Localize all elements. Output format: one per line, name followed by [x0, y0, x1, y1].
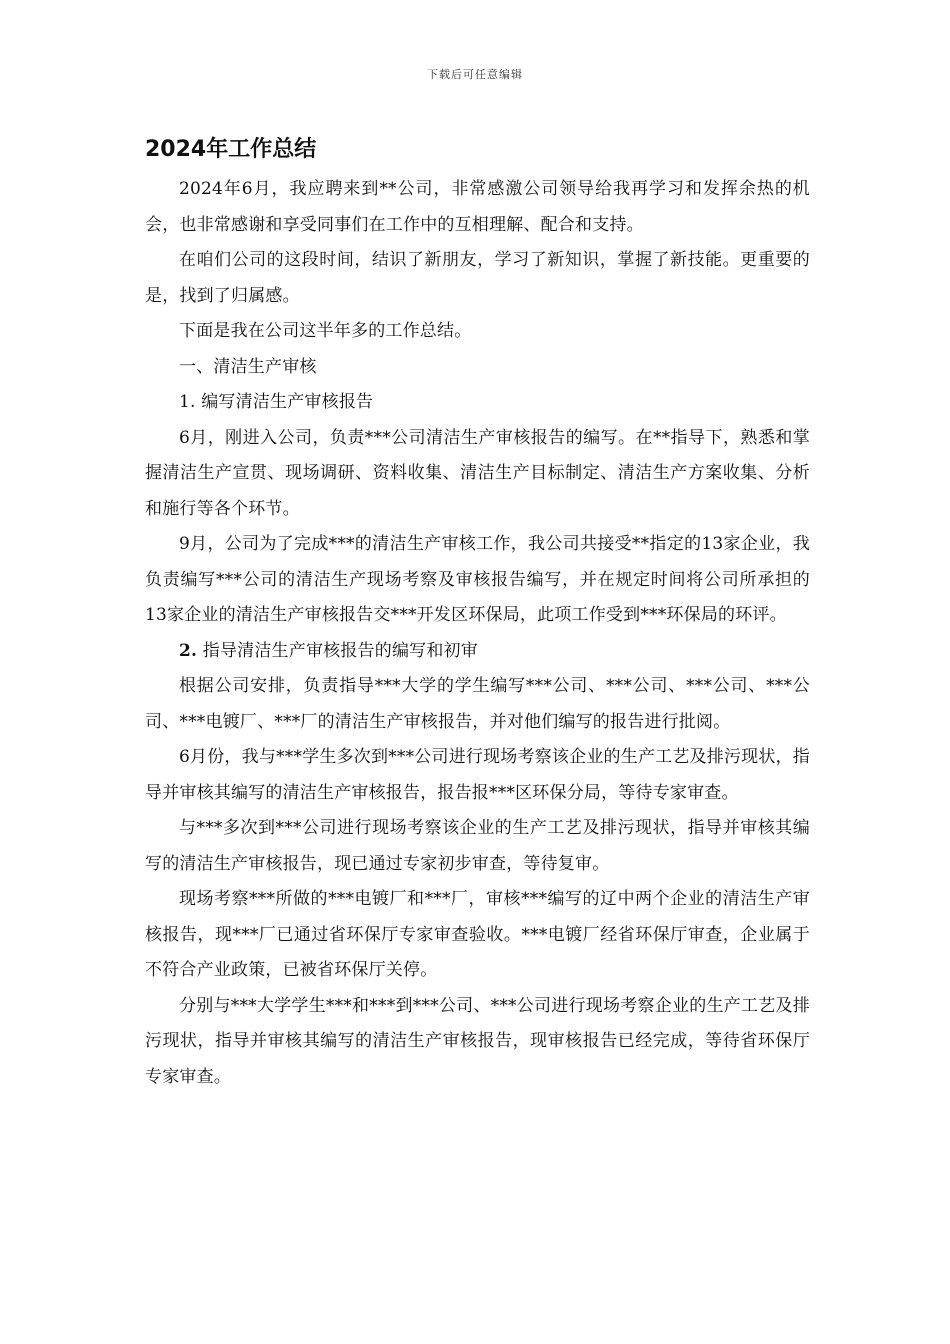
paragraph: 9月，公司为了完成***的清洁生产审核工作，我公司共接受**指定的13家企业，我负责编写***公司的清洁生产现场考察及审核报告编写，并在规定时间将公司所承担的13家企业的清洁生产审核报告交***开发区环保局，此项工作受到***环保局的环评。: [145, 534, 810, 625]
header-note: 下载后可任意编辑: [427, 68, 523, 81]
paragraph: 下面是我在公司这半年多的工作总结。: [179, 321, 472, 341]
paragraph: 在咱们公司的这段时间，结识了新朋友，学习了新知识，掌握了新技能。更重要的是，找到了归属感。: [145, 250, 810, 306]
paragraph: 6月份，我与***学生多次到***公司进行现场考察该企业的生产工艺及排污现状，指导并审核其编写的清洁生产审核报告，报告报***区环保分局，等待专家审查。: [145, 747, 810, 803]
paragraph: 2024年6月，我应聘来到**公司，非常感激公司领导给我再学习和发挥余热的机会，也非常感谢和享受同事们在工作中的互相理解、配合和支持。: [145, 179, 810, 235]
subsection-text: 指导清洁生产审核报告的编写和初审: [197, 640, 478, 661]
subsection-heading: [145, 634, 810, 670]
subsection-number: 2.: [179, 640, 198, 661]
section-heading: 一、清洁生产审核: [179, 356, 317, 377]
paragraph: 6月，刚进入公司，负责***公司清洁生产审核报告的编写。在**指导下，熟悉和掌握清洁生产宣贯、现场调研、资料收集、清洁生产目标制定、清洁生产方案收集、分析和施行等各个环节。: [145, 427, 810, 519]
paragraph: 与***多次到***公司进行现场考察该企业的生产工艺及排污现状，指导并审核其编写的清洁生产审核报告，现已通过专家初步审查，等待复审。: [145, 818, 810, 874]
paragraph: 根据公司安排，负责指导***大学的学生编写***公司、***公司、***公司、***公司、***电镀厂、***厂的清洁生产审核报告，并对他们编写的报告进行批阅。: [145, 676, 810, 732]
document-title: 2024年工作总结: [145, 137, 317, 162]
document-body: [145, 132, 810, 1095]
subsection-heading: 1. 编写清洁生产审核报告: [179, 392, 374, 412]
paragraph: 分别与***大学学生***和***到***公司、***公司进行现场考察企业的生产工艺及排污现状，指导并审核其编写的清洁生产审核报告，现审核报告已经完成，等待省环保厅专家审查。: [145, 995, 810, 1087]
paragraph: 现场考察***所做的***电镀厂和***厂，审核***编写的辽中两个企业的清洁生产审核报告，现***厂已通过省环保厅专家审查验收。***电镀厂经省环保厅审查，企业属于不符合产业政策，已被省环保厅关停。: [145, 889, 810, 980]
